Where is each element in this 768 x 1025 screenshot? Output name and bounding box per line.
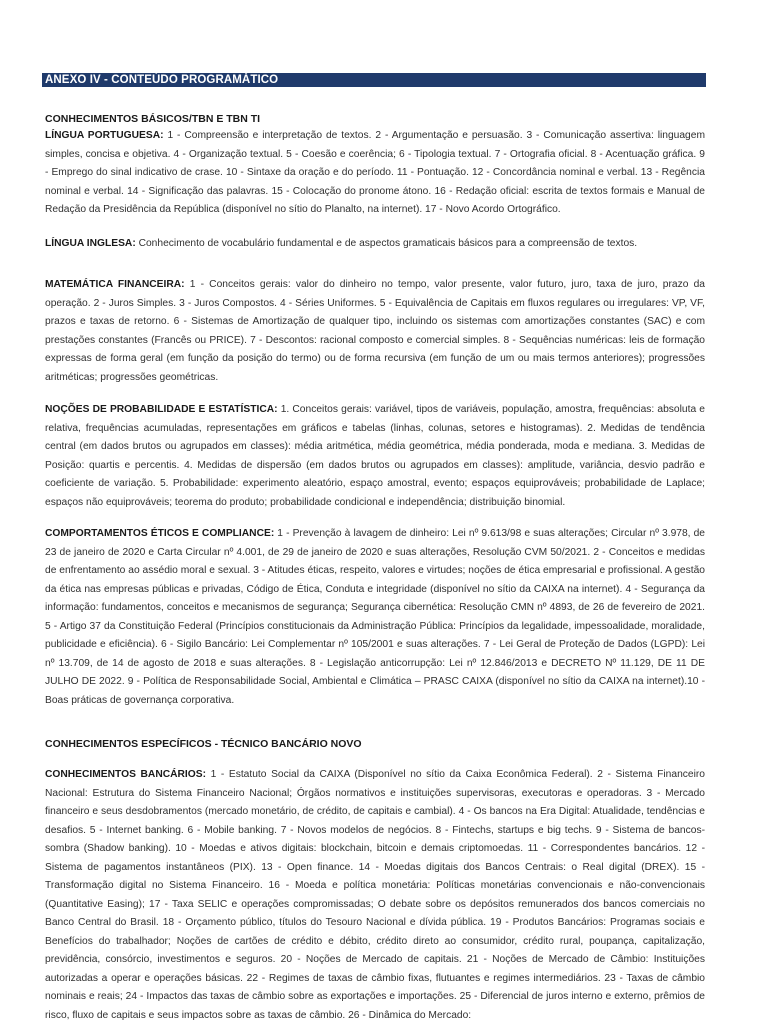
annex-title: ANEXO IV - CONTEÚDO PROGRAMÁTICO (45, 74, 279, 86)
financial-math-label: MATEMÁTICA FINANCEIRA: (45, 279, 185, 290)
english-label: LÍNGUA INGLESA: (45, 238, 136, 249)
banking-text: 1 - Estatuto Social da CAIXA (Disponível no sítio da Caixa Econômica Federal). 2 - Sistema Financeiro Nacional: Estrutura do Sistema Financeiro Nacional; Órgãos normativos e instituições supervisoras, executoras e operadoras. 3 - Mercado financeiro e seus desdobramentos (mercado monetário, de crédito, de capitais e cambial). 4 - Os bancos na Era Digital: Atualidade, tendências e desafios. 5 - Internet banking. 6 - Mobile banking. 7 - Novos modelos de negócios. 8 - Fintechs, startups e big techs. 9 - Sistema de bancos-sombra (Shadow banking). 10 - Moedas e ativos digitais: blockchain, bitcoin e demais criptomoedas. 11 - Correspondentes bancários. 12 - Sistema de pagamentos instantâneos (PIX). 13 - Open finance. 14 - Moedas digitais dos Bancos Centrais: o Real digital (DREX). 15 - Transformação digital no Sistema Financeiro. 16 - Moeda e política monetária: Políticas monetárias convencionais e não-convencionais (Quantitative Easing); 17 - Taxa SELIC e operações compromissadas; O debate sobre os depósitos remunerados dos bancos comerciais no Banco Central do Brasil. 18 - Orçamento público, títulos do Tesouro Nacional e dívida pública. 19 - Produtos Bancários: Programas sociais e Benefícios do trabalhador; Noções de cartões de crédito e débito, crédito direto ao consumidor, crédito rural, poupança, capitalização, previdência, consórcio, investimentos e seguros. 20 - Noções de Mercado de capitais. 21 - Noções de Mercado de Câmbio: Instituições autorizadas a operar e operações básicas. 22 - Regimes de taxas de câmbio fixas, flutuantes e regimes intermediários. 23 - Taxas de câmbio nominais e reais; 24 - Impactos das taxas de câmbio sobre as exportações e importações. 25 - Diferencial de juros interno e externo, prêmios de risco, fluxo de capitais e seus impactos sobre as taxas de câmbio. 26 - Dinâmica do Mercado: (45, 769, 705, 1021)
portuguese-paragraph (45, 127, 705, 220)
probability-text: 1. Conceitos gerais: variável, tipos de variáveis, população, amostra, frequências: absoluta e relativa, frequências acumuladas, representações em gráficos e tabelas (linhas, colunas, setores e histogramas). 2. Medidas de tendência central (em dados brutos ou agrupados em classes): média aritmética, média geométrica, média ponderada, moda e mediana. 3. Medidas de Posição: quartis e percentis. 4. Medidas de dispersão (em dados brutos ou agrupados em classes): amplitude, variância, desvio padrão e coeficiente de variação. 5. Probabilidade: experimento aleatório, espaço amostral, evento; espaços equiprováveis; probabilidade de Laplace; espaços não equiprováveis; teorema do produto; probabilidade condicional e independência; distribuição binomial. (45, 404, 705, 508)
english-paragraph (45, 235, 705, 254)
probability-paragraph (45, 401, 705, 512)
english-text: Conhecimento de vocabulário fundamental e de aspectos gramaticais básicos para a compreensão de textos. (135, 238, 638, 249)
compliance-text: 1 - Prevenção à lavagem de dinheiro: Lei nº 9.613/98 e suas alterações; Circular nº 3.978, de 23 de janeiro de 2020 e Carta Circular nº 4.001, de 29 de janeiro de 2020 e suas alterações, Resolução CVM 50/2021. 2 - Conceitos e medidas de enfrentamento ao assédio moral e sexual. 3 - Atitudes éticas, respeito, valores e virtudes; noções de ética empresarial e profissional. A gestão da ética nas empresas públicas e privadas, Código de Ética, Conduta e integridade (disponível no sítio da CAIXA na internet). 4 - Segurança da informação: fundamentos, conceitos e mecanismos de segurança; Segurança cibernética: Resolução CMN nº 4893, de 26 de fevereiro de 2021. 5 - Artigo 37 da Constituição Federal (Princípios constitucionais da Administração Pública: Princípios da legalidade, impessoalidade, moralidade, publicidade e eficiência). 6 - Sigilo Bancário: Lei Complementar nº 105/2001 e suas alterações. 7 - Lei Geral de Proteção de Dados (LGPD): Lei nº 13.709, de 14 de agosto de 2018 e suas alterações. 8 - Legislação anticorrupção: Lei nº 12.846/2013 e DECRETO Nº 11.129, DE 11 DE JULHO DE 2022. 9 - Política de Responsabilidade Social, Ambiental e Climática – PRASC CAIXA (disponível no sítio da CAIXA na internet).10 - Boas práticas de governança corporativa. (45, 528, 705, 706)
banking-label: CONHECIMENTOS BANCÁRIOS: (45, 769, 206, 780)
financial-math-paragraph (45, 276, 705, 387)
portuguese-label: LÍNGUA PORTUGUESA: (45, 130, 164, 141)
compliance-label: COMPORTAMENTOS ÉTICOS E COMPLIANCE: (45, 528, 275, 539)
probability-label: NOÇÕES DE PROBABILIDADE E ESTATÍSTICA: (45, 404, 278, 415)
banking-paragraph (45, 766, 705, 1025)
specific-knowledge-heading: CONHECIMENTOS ESPECÍFICOS - TÉCNICO BANCÁRIO NOVO (45, 738, 362, 750)
annex-title-bar (42, 73, 706, 87)
portuguese-text: 1 - Compreensão e interpretação de textos. 2 - Argumentação e persuasão. 3 - Comunicação assertiva: linguagem simples, concisa e objetiva. 4 - Organização textual. 5 - Coesão e coerência; 6 - Tipologia textual. 7 - Ortografia oficial. 8 - Acentuação gráfica. 9 - Emprego do sinal indicativo de crase. 10 - Sintaxe da oração e do período. 11 - Pontuação. 12 - Concordância nominal e verbal. 13 - Regência nominal e verbal. 14 - Significação das palavras. 15 - Colocação do pronome átono. 16 - Redação oficial: escrita de textos formais e Manual de Redação da Presidência da República (disponível no sítio do Planalto, na internet). 17 - Novo Acordo Ortográfico. (45, 130, 705, 215)
financial-math-text: 1 - Conceitos gerais: valor do dinheiro no tempo, valor presente, valor futuro, juro, taxa de juro, prazo da operação. 2 - Juros Simples. 3 - Juros Compostos. 4 - Séries Uniformes. 5 - Equivalência de Capitais em fluxos regulares ou irregulares: VP, VF, prazos e taxas de retorno. 6 - Sistemas de Amortização de qualquer tipo, incluindo os sistemas com amortizações constantes (SAC) e com prestações constantes (Francês ou PRICE). 7 - Descontos: racional composto e comercial simples. 8 - Sequências numéricas: leis de formação expressas de forma geral (em função da posição do termo) ou de forma recursiva (em função de um ou mais termos anteriores); progressões aritméticas; progressões geométricas. (45, 279, 705, 383)
basic-knowledge-heading: CONHECIMENTOS BÁSICOS/TBN E TBN TI (45, 113, 261, 125)
compliance-paragraph (45, 525, 705, 710)
